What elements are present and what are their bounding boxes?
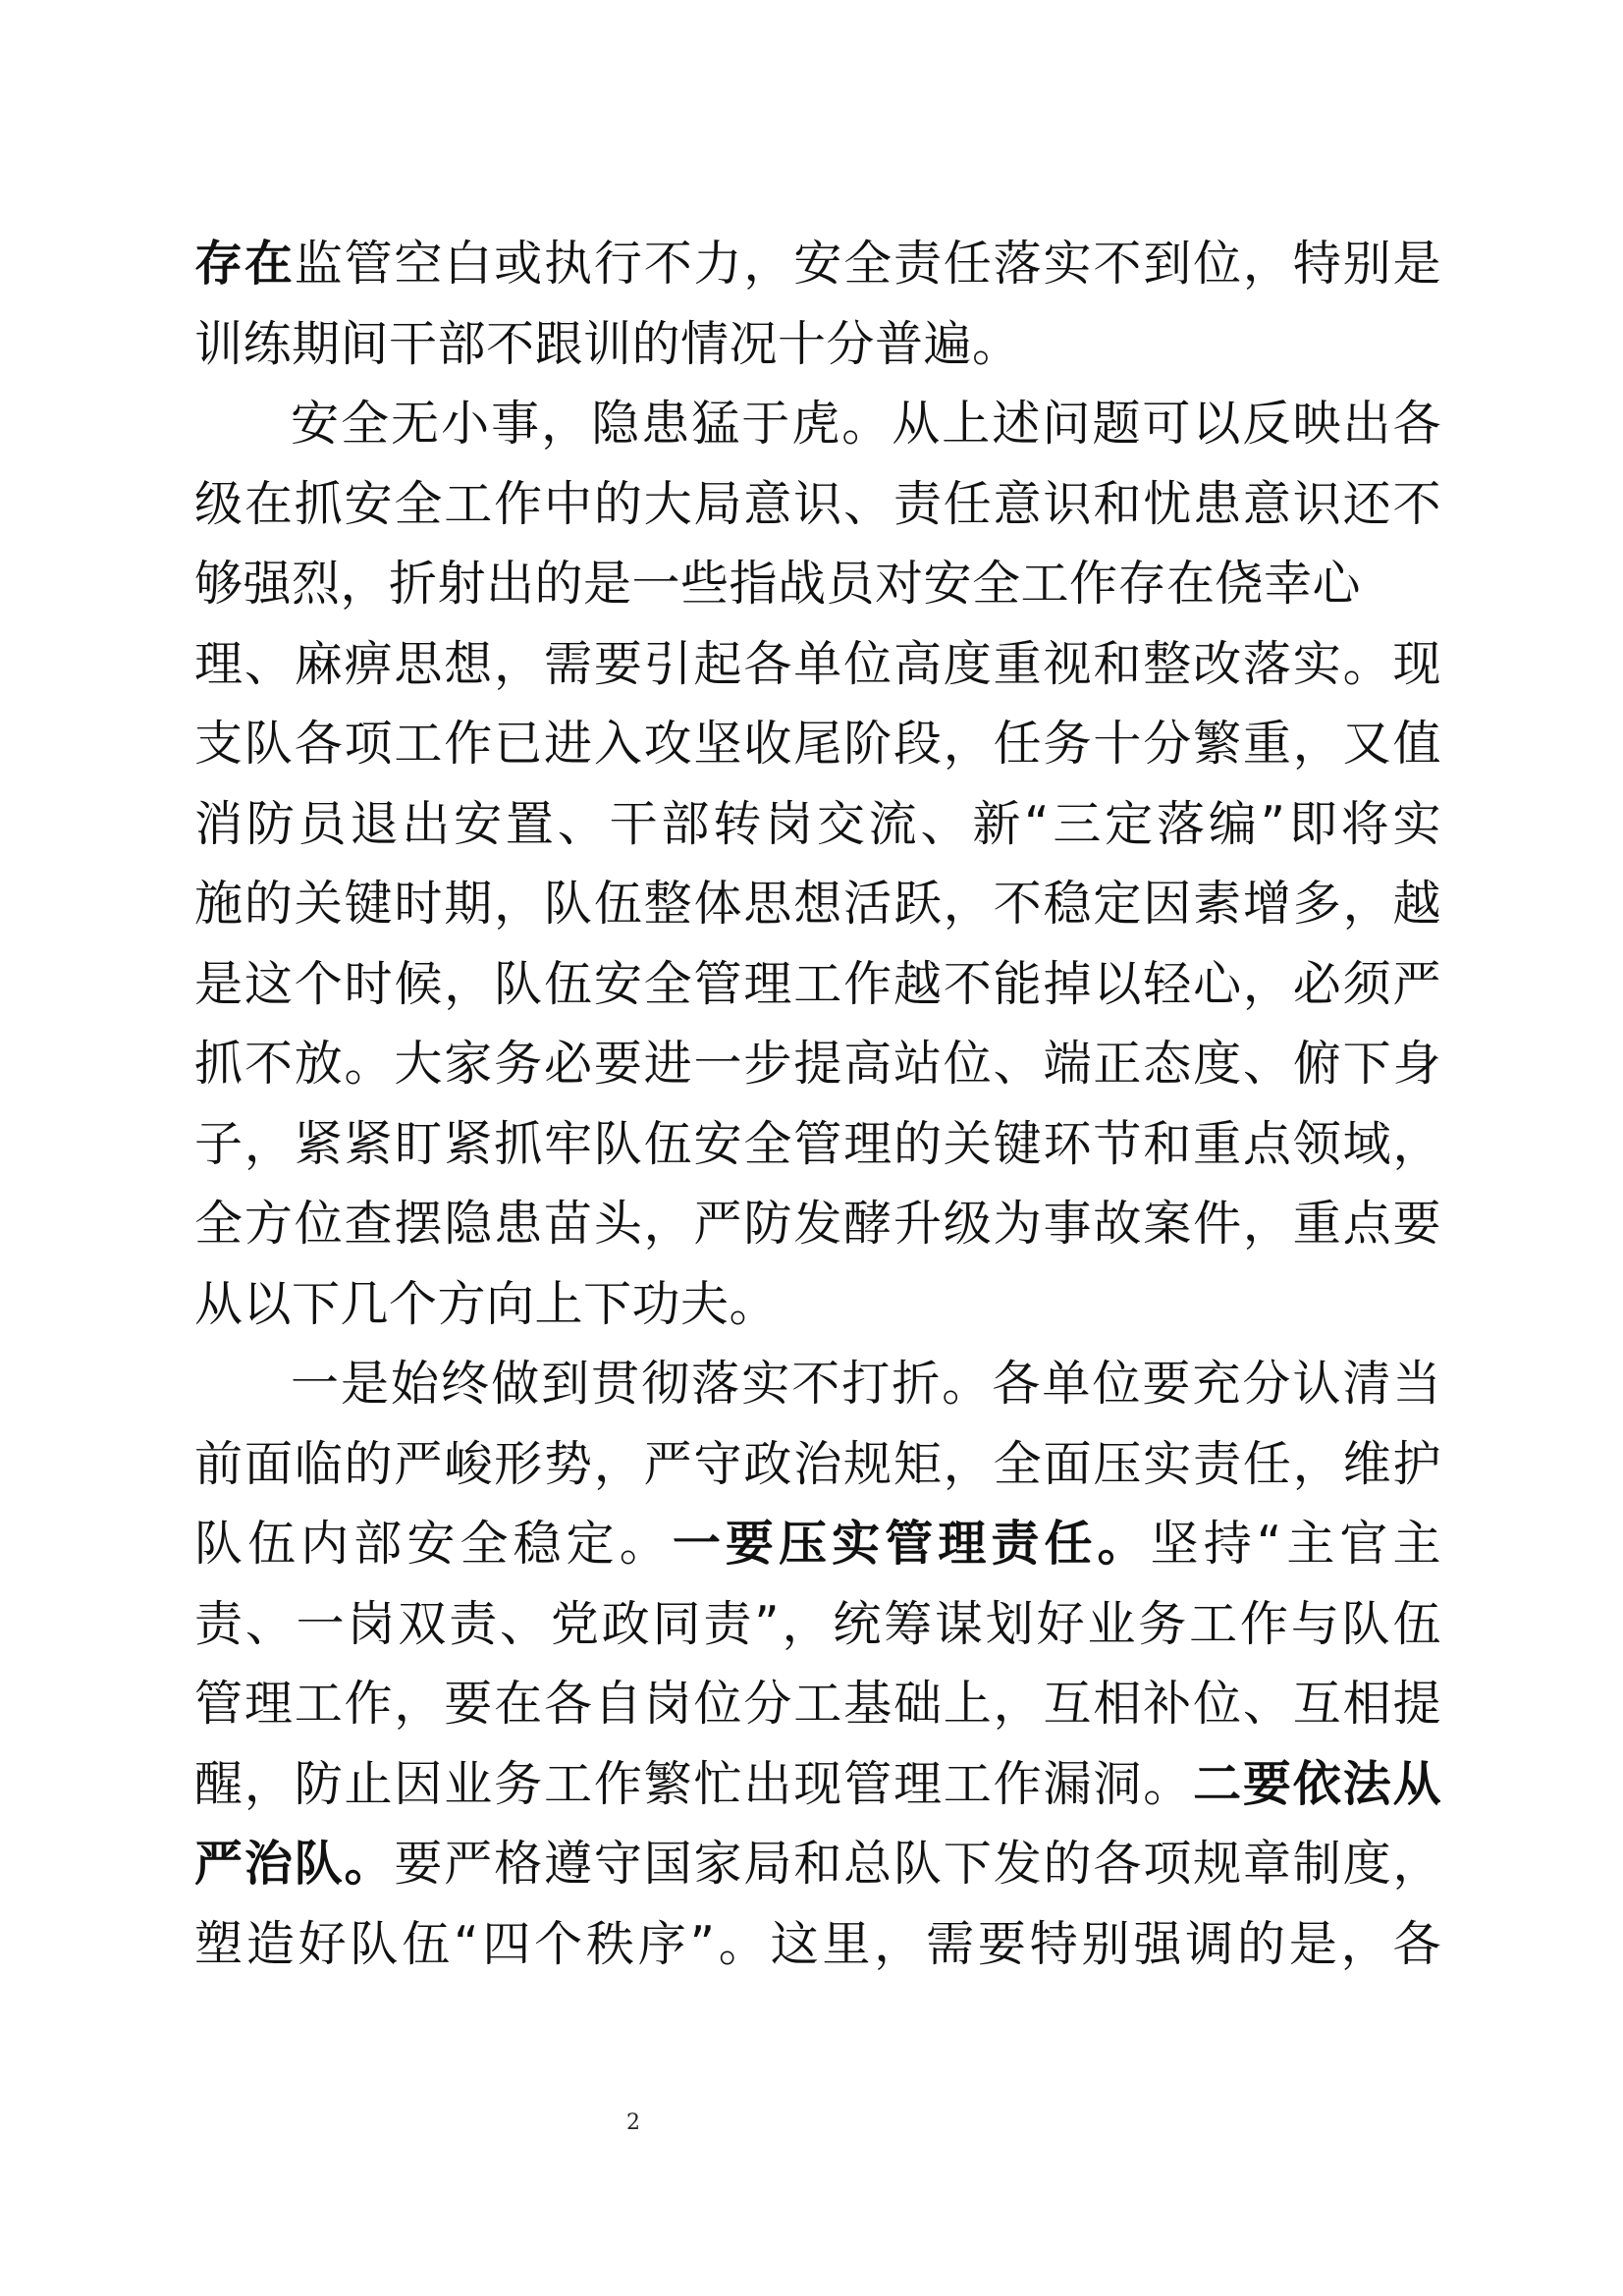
text-line [194,624,1441,705]
text-line [194,1184,1441,1264]
text-segment: 够强烈，折射出的是一些指战员对安全工作存在侥幸心 [194,556,1362,612]
text-line [194,304,1441,385]
text-line [194,944,1441,1025]
text-segment: 醒，防止因业务工作繁忙出现管理工作漏洞。 [194,1755,1194,1812]
text-segment: 从以下几个方向上下功夫。 [194,1275,779,1332]
bold-text-segment: 严治队。 [194,1836,395,1892]
text-segment: 监管空白或执行不力，安全责任落实不到位，特别是 [294,236,1441,292]
text-line [194,704,1441,784]
text-line [194,384,1441,464]
text-segment: 安全无小事，隐患猛于虎。从上述问题可以反映出各 [291,396,1441,452]
text-segment: 抓不放。大家务必要进一步提高站位、端正态度、俯下身 [194,1036,1441,1092]
text-segment: 要严格遵守国家局和总队下发的各项规章制度， [394,1836,1441,1892]
text-segment: 施的关键时期，队伍整体思想活跃，不稳定因素增多，越 [194,876,1441,932]
text-line [194,1424,1441,1505]
text-segment: 是这个时候，队伍安全管理工作越不能掉以轻心，必须严 [194,955,1441,1012]
text-line [194,1344,1441,1424]
document-body [194,224,1441,1984]
text-line [194,1264,1441,1345]
text-segment: 全方位查摆隐患苗头，严防发酵升级为事故案件，重点要 [194,1196,1441,1252]
text-segment: 队伍内部安全稳定。 [194,1516,673,1572]
text-segment: 消防员退出安置、干部转岗交流、新“三定落编”即将实 [194,795,1441,852]
text-segment: 一是始终做到贯彻落实不打折。各单位要充分认清当 [291,1356,1441,1412]
text-line [194,1024,1441,1104]
text-segment: 支队各项工作已进入攻坚收尾阶段，任务十分繁重，又值 [194,716,1441,772]
text-segment: 级在抓安全工作中的大局意识、责任意识和忧患意识还不 [194,475,1441,532]
text-segment: 塑造好队伍“四个秩序”。这里，需要特别强调的是，各 [194,1915,1441,1972]
bold-text-segment: 存在 [194,236,295,292]
text-segment: 训练期间干部不跟训的情况十分普遍。 [194,315,1021,372]
text-segment: 坚持“主官主 [1150,1516,1441,1572]
text-segment: 管理工作，要在各自岗位分工基础上，互相补位、互相提 [194,1676,1441,1732]
text-line [194,464,1441,545]
text-line [194,864,1441,944]
text-segment: 责、一岗双责、党政同责”，统筹谋划好业务工作与队伍 [194,1595,1441,1652]
text-line [194,784,1441,865]
page-number: 2 [626,2110,640,2135]
text-line [194,224,1441,304]
text-line [194,1744,1441,1825]
text-line [194,1104,1441,1185]
text-line [194,1504,1441,1584]
text-line [194,1584,1441,1665]
bold-text-segment: 二要依法从 [1193,1755,1441,1812]
text-line [194,1824,1441,1904]
text-line [194,544,1441,624]
text-segment: 子，紧紧盯紧抓牢队伍安全管理的关键环节和重点领域， [194,1115,1441,1172]
bold-text-segment: 一要压实管理责任。 [672,1516,1151,1572]
text-line [194,1904,1441,1985]
text-segment: 理、麻痹思想，需要引起各单位高度重视和整改落实。现 [194,635,1441,692]
text-line [194,1664,1441,1744]
text-segment: 前面临的严峻形势，严守政治规矩，全面压实责任，维护 [194,1435,1441,1492]
